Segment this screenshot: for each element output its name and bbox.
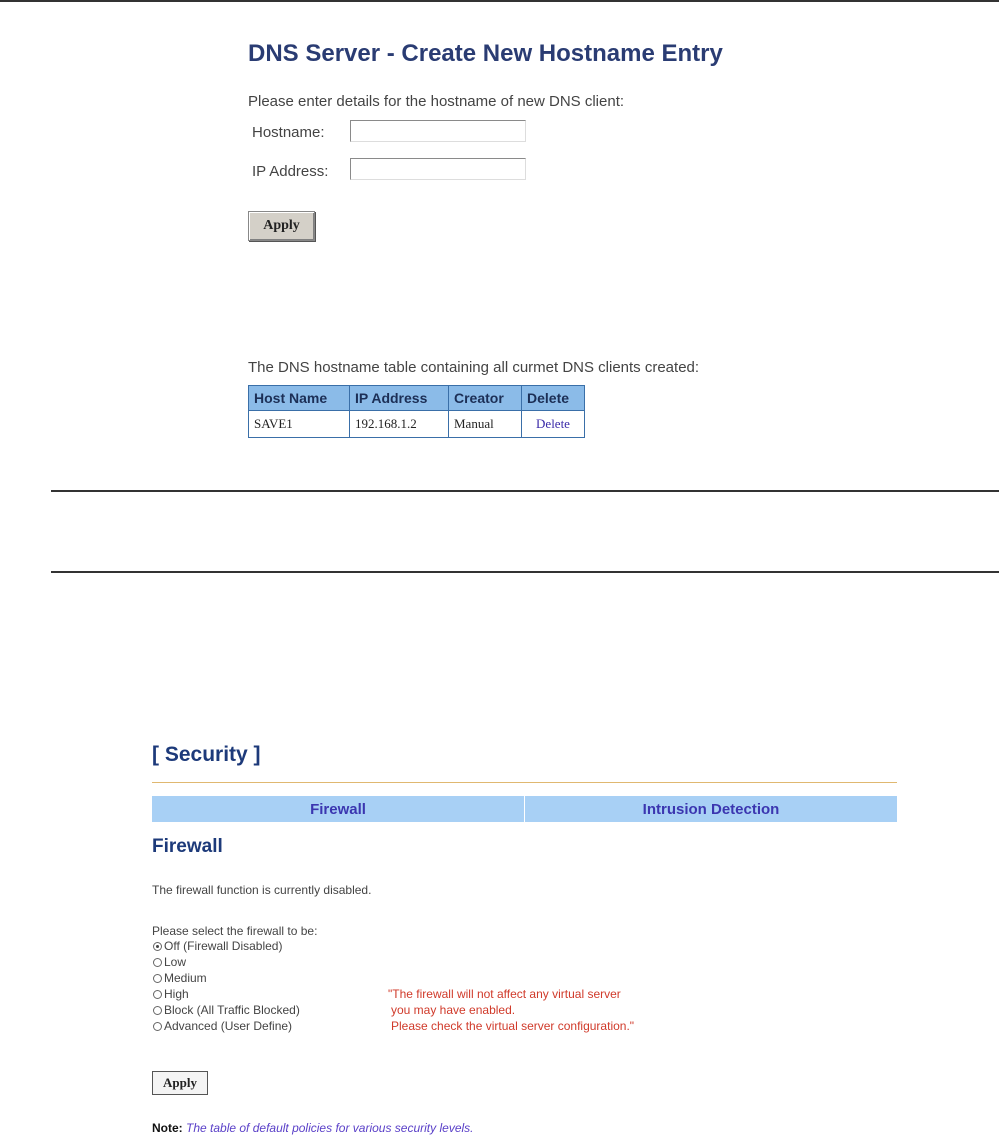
firewall-option-medium[interactable] bbox=[153, 971, 207, 985]
tab-intrusion-detection[interactable]: Intrusion Detection bbox=[524, 796, 897, 822]
option-label: Low bbox=[164, 955, 187, 969]
radio-button-icon[interactable] bbox=[153, 1006, 162, 1015]
firewall-heading: Firewall bbox=[152, 836, 223, 857]
top-divider bbox=[0, 0, 999, 2]
virtual-server-warning-line-2: you may have enabled. bbox=[391, 1003, 516, 1017]
option-label: Block (All Traffic Blocked) bbox=[164, 1003, 300, 1017]
note-link-text[interactable]: The table of default policies for various security levels. bbox=[186, 1121, 474, 1135]
dns-intro-text: Please enter details for the hostname of new DNS client: bbox=[248, 93, 625, 110]
hostname-label: Hostname: bbox=[252, 124, 325, 141]
cell-delete bbox=[522, 411, 585, 438]
ip-address-input[interactable] bbox=[350, 158, 526, 180]
security-title: [ Security ] bbox=[152, 743, 261, 766]
cell-host-name: SAVE1 bbox=[249, 411, 350, 438]
ip-address-label: IP Address: bbox=[252, 163, 329, 180]
option-label: Advanced (User Define) bbox=[164, 1019, 293, 1033]
firewall-option-advanced[interactable] bbox=[153, 1019, 292, 1033]
virtual-server-warning-line-1: "The firewall will not affect any virtual server bbox=[388, 987, 621, 1001]
column-header-delete: Delete bbox=[522, 386, 585, 411]
column-header-creator: Creator bbox=[449, 386, 522, 411]
firewall-option-block[interactable] bbox=[153, 1003, 300, 1017]
column-header-ip-address: IP Address bbox=[350, 386, 449, 411]
table-row bbox=[249, 411, 585, 438]
firewall-status-text: The firewall function is currently disabled. bbox=[152, 883, 372, 897]
policy-note bbox=[152, 1121, 474, 1135]
firewall-option-low[interactable] bbox=[153, 955, 186, 969]
firewall-apply-button[interactable]: Apply bbox=[152, 1071, 208, 1095]
table-header-row bbox=[249, 386, 585, 411]
firewall-option-off[interactable] bbox=[153, 939, 282, 953]
radio-button-icon[interactable] bbox=[153, 990, 162, 999]
firewall-option-high[interactable] bbox=[153, 987, 189, 1001]
cell-ip-address: 192.168.1.2 bbox=[350, 411, 449, 438]
dns-apply-button[interactable]: Apply bbox=[248, 211, 315, 241]
security-title-rule bbox=[152, 782, 897, 783]
tab-firewall[interactable]: Firewall bbox=[152, 796, 524, 822]
option-label: High bbox=[164, 987, 189, 1001]
note-label: Note: bbox=[152, 1121, 183, 1135]
radio-button-icon[interactable] bbox=[153, 958, 162, 967]
section-divider-top bbox=[51, 490, 999, 492]
dns-table-caption: The DNS hostname table containing all curmet DNS clients created: bbox=[248, 359, 700, 376]
delete-link[interactable]: Delete bbox=[536, 416, 570, 431]
radio-button-icon[interactable] bbox=[153, 942, 162, 951]
option-label: Off (Firewall Disabled) bbox=[164, 939, 283, 953]
column-header-host-name: Host Name bbox=[249, 386, 350, 411]
section-divider-bottom bbox=[51, 571, 999, 573]
radio-button-icon[interactable] bbox=[153, 974, 162, 983]
virtual-server-warning-line-3: Please check the virtual server configuration." bbox=[391, 1019, 635, 1033]
cell-creator: Manual bbox=[449, 411, 522, 438]
security-tab-bar bbox=[152, 796, 897, 822]
radio-button-icon[interactable] bbox=[153, 1022, 162, 1031]
dns-page-title: DNS Server - Create New Hostname Entry bbox=[248, 40, 723, 67]
hostname-input[interactable] bbox=[350, 120, 526, 142]
firewall-select-prompt: Please select the firewall to be: bbox=[152, 924, 318, 938]
dns-hostname-table bbox=[248, 385, 585, 438]
option-label: Medium bbox=[164, 971, 207, 985]
